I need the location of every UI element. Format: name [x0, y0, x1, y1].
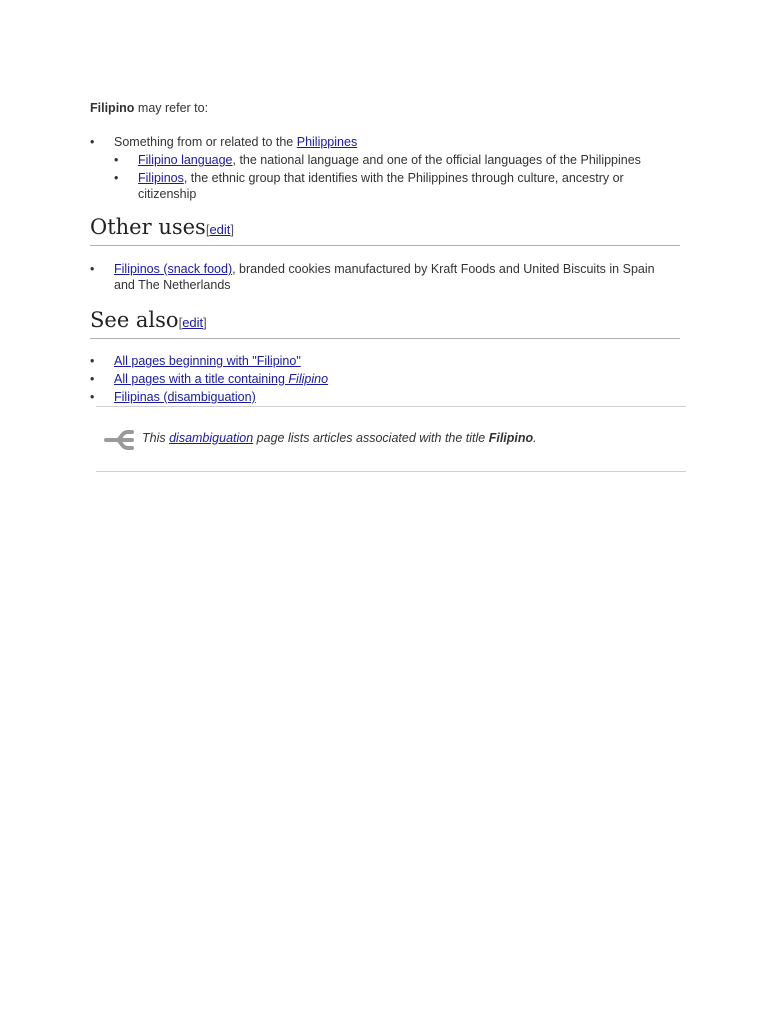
filipinas-link[interactable]: Filipinas (disambiguation) — [114, 390, 256, 404]
heading-text: Other uses — [90, 215, 206, 239]
edit-section — [179, 315, 207, 330]
disambiguation-icon — [104, 427, 134, 453]
list-item-text: Something from or related to the — [114, 135, 297, 149]
edit-link[interactable]: edit — [182, 315, 204, 330]
list-item-text: , the ethnic group that identifies with the Philippines through culture, ancestry or citizenship — [138, 171, 624, 201]
edit-link[interactable]: edit — [209, 222, 231, 237]
philippines-link[interactable]: Philippines — [296, 135, 358, 149]
bracket-close: ] — [230, 222, 235, 237]
list-item — [90, 353, 660, 369]
filipino-language-link[interactable]: Filipino language — [138, 153, 233, 167]
intro-text: may refer to: — [134, 101, 209, 115]
list-item — [90, 371, 660, 387]
list-item — [90, 261, 660, 293]
other-uses-heading — [90, 214, 680, 246]
filipinos-link[interactable]: Filipinos — [138, 171, 184, 185]
sub-list — [114, 152, 680, 202]
text-segment: . — [533, 431, 537, 445]
text-segment: This — [142, 431, 170, 445]
intro-paragraph — [90, 100, 208, 116]
intro-title-bold: Filipino — [90, 101, 135, 115]
edit-section — [206, 222, 234, 237]
disambiguation-link[interactable]: disambiguation — [169, 431, 254, 445]
bracket-open: [ — [205, 222, 210, 237]
pages-containing-link[interactable] — [114, 372, 328, 386]
bracket-open: [ — [178, 315, 183, 330]
bracket-close: ] — [203, 315, 207, 330]
list-item — [114, 152, 680, 168]
title-bold: Filipino — [488, 431, 534, 445]
disambiguation-text — [142, 431, 537, 445]
see-also-heading — [90, 307, 680, 339]
snack-food-link[interactable]: Filipinos (snack food) — [114, 262, 233, 276]
see-also-list — [90, 353, 660, 407]
list-item — [90, 134, 680, 202]
meaning-list — [90, 134, 680, 204]
other-uses-list — [90, 261, 660, 293]
list-item — [90, 389, 660, 405]
text-segment: page lists articles associated with the title — [253, 431, 489, 445]
list-item-text: , the national language and one of the official languages of the Philippines — [232, 153, 641, 167]
link-italic-text: Filipino — [288, 372, 329, 386]
disambiguation-box — [96, 406, 686, 472]
pages-beginning-link[interactable]: All pages beginning with "Filipino" — [114, 354, 301, 368]
list-item — [114, 170, 680, 202]
link-text: All pages with a title containing — [114, 372, 289, 386]
list-item-text: , branded cookies manufactured by Kraft Foods and United Biscuits in Spain and The Netherlands — [114, 262, 655, 292]
heading-text: See also — [90, 308, 179, 332]
